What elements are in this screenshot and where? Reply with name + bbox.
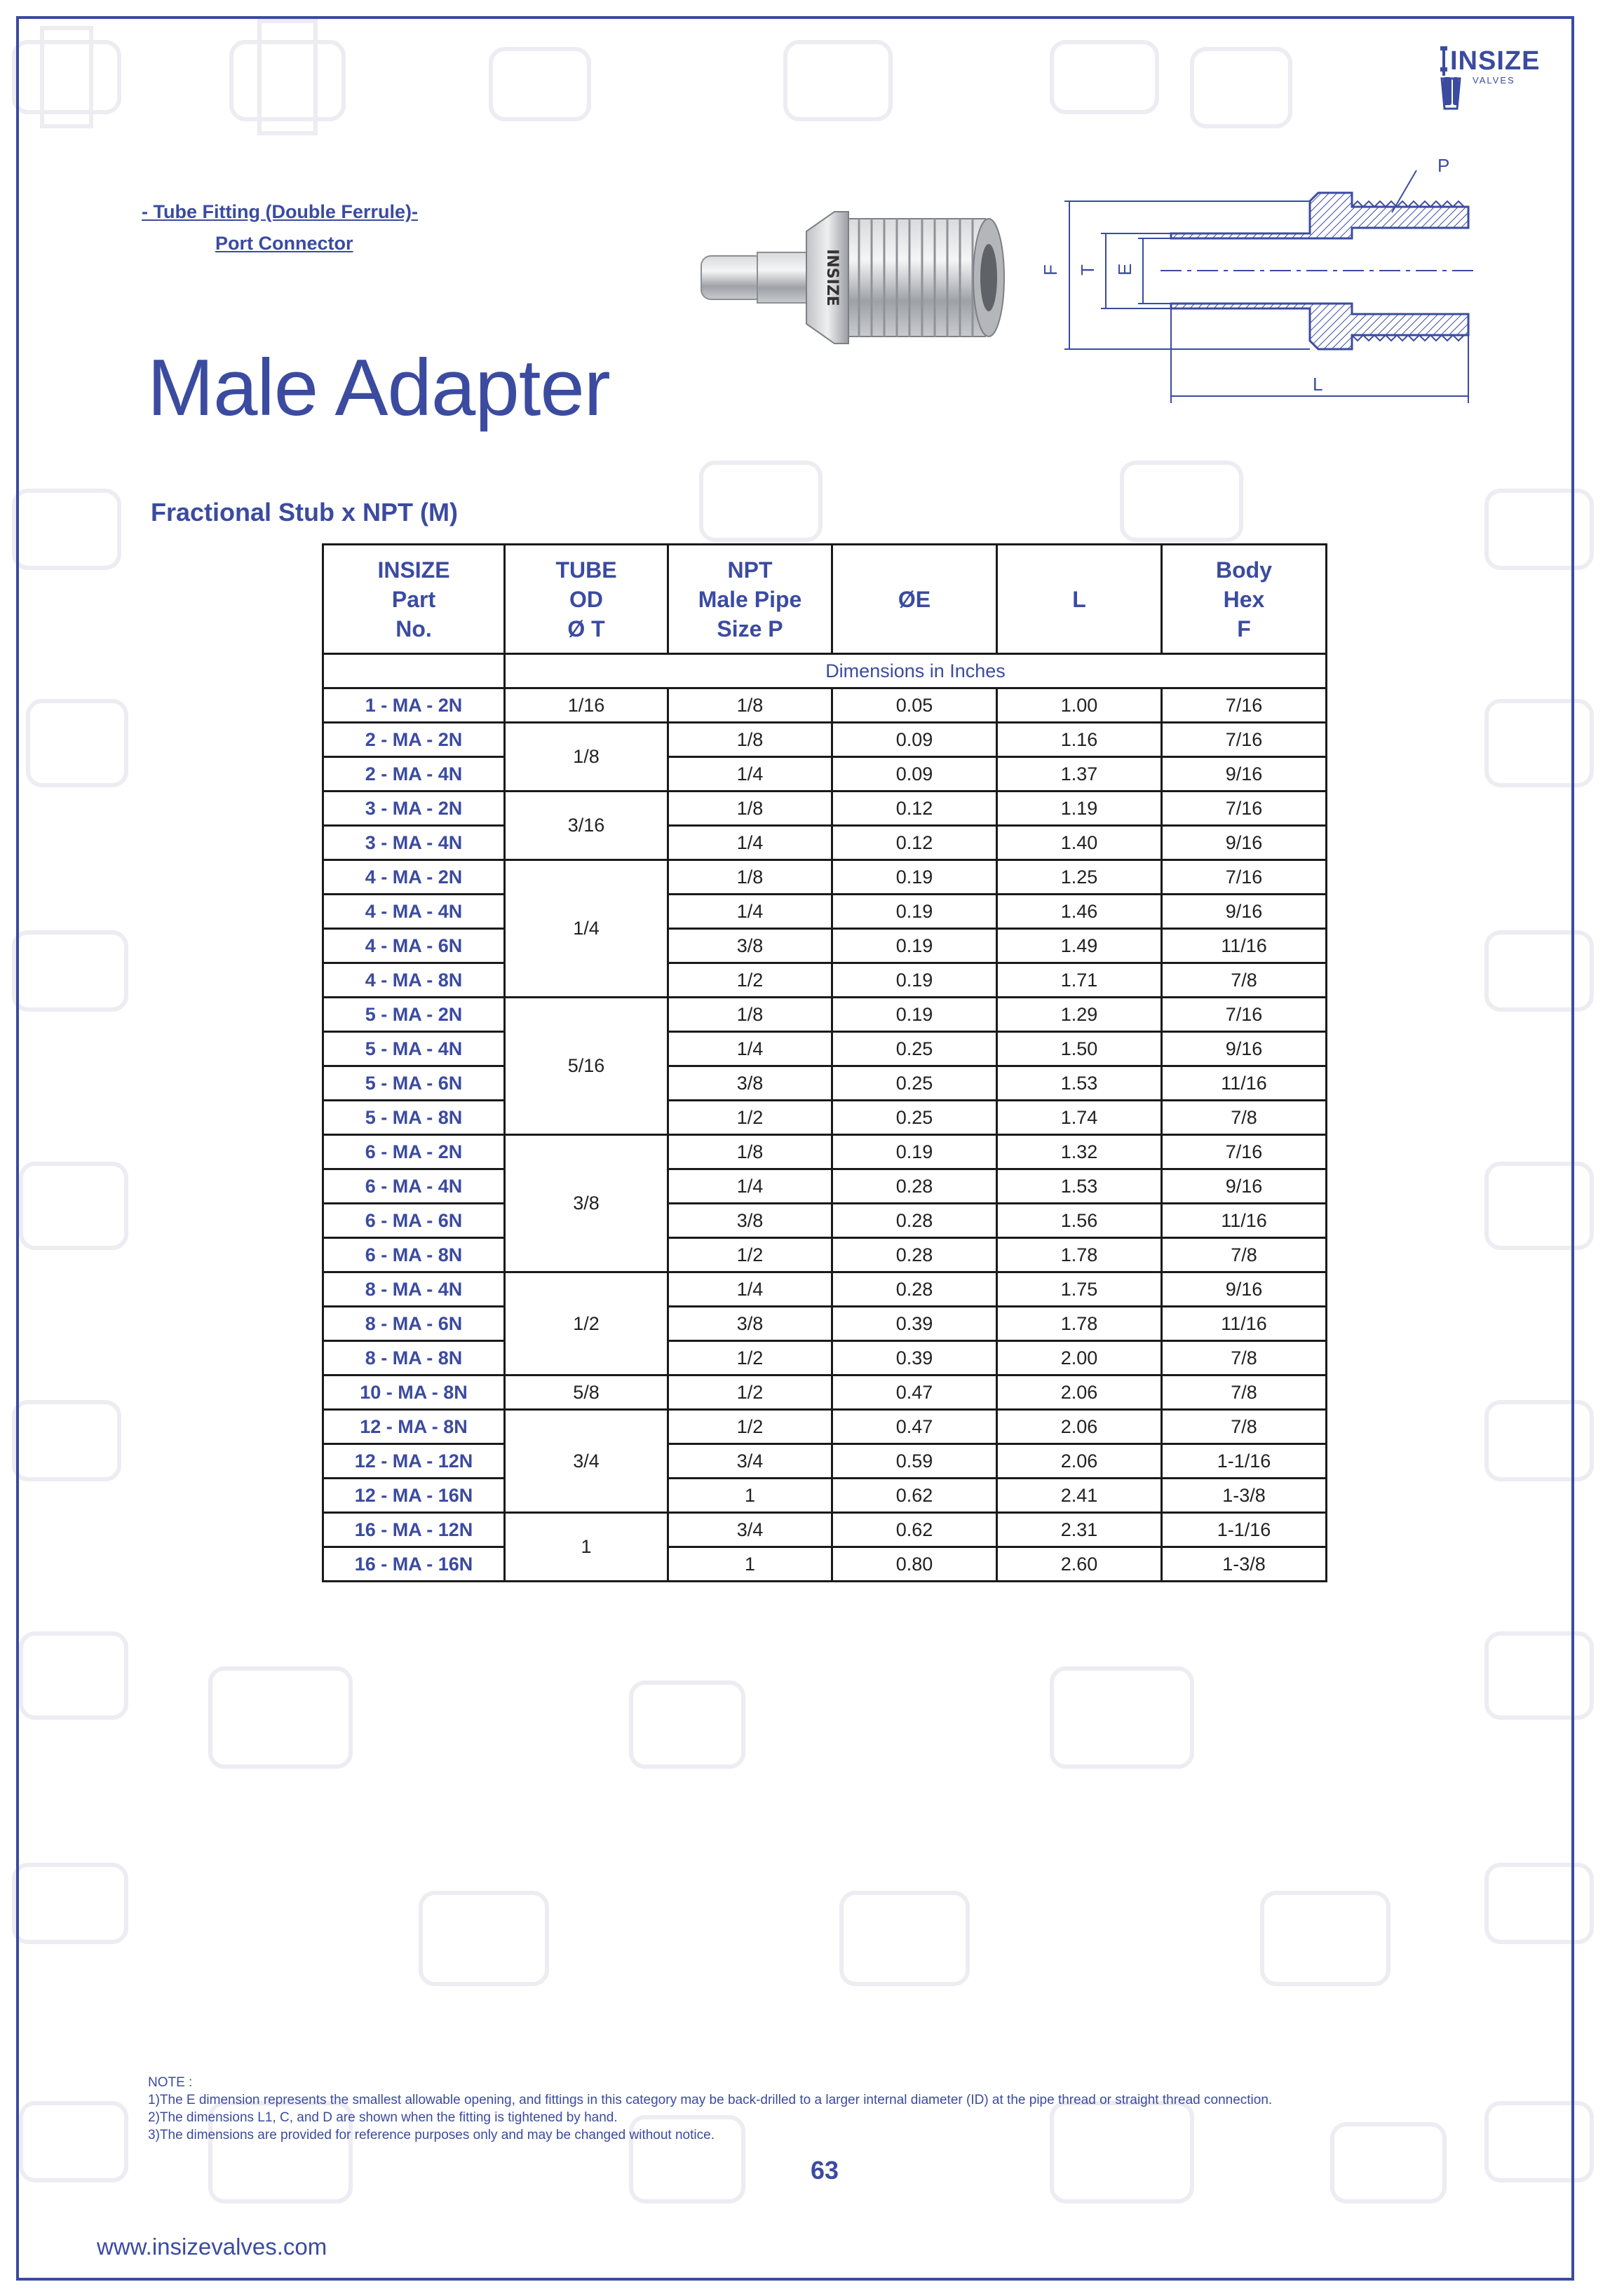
category-line-2[interactable]: Port Connector [215,233,353,254]
e-dimension-cell: 0.80 [832,1547,997,1582]
table-row [323,1410,1327,1444]
npt-size-cell: 1/8 [668,860,832,895]
l-dimension-cell: 2.06 [997,1444,1162,1479]
hex-size-cell: 7/16 [1162,860,1327,895]
l-dimension-cell: 1.49 [997,929,1162,963]
l-dimension-cell: 1.74 [997,1101,1162,1135]
hex-size-cell: 1-3/8 [1162,1479,1327,1513]
table-row [323,723,1327,757]
specification-table [322,543,1327,1582]
hex-size-cell: 11/16 [1162,929,1327,963]
part-number-cell: 5 - MA - 6N [323,1066,505,1101]
drawing-label-f: F [1040,264,1061,276]
hex-size-cell: 7/16 [1162,1135,1327,1169]
tube-od-cell: 1 [505,1513,668,1582]
note-1: 1)The E dimension represents the smallest allowable opening, and fittings in this category may be back-drilled to a larger internal diameter (ID) at the pipe thread or straight thread connection. [148,2093,1273,2107]
l-dimension-cell: 1.32 [997,1135,1162,1169]
tube-od-cell: 3/4 [505,1410,668,1513]
table-row [323,1135,1327,1169]
e-dimension-cell: 0.19 [832,1135,997,1169]
part-number-cell: 8 - MA - 6N [323,1307,505,1341]
e-dimension-cell: 0.28 [832,1238,997,1272]
npt-size-cell: 1/2 [668,1101,832,1135]
part-number-cell: 4 - MA - 6N [323,929,505,963]
part-number-cell: 1 - MA - 2N [323,688,505,723]
table-row [323,1238,1327,1272]
npt-size-cell: 3/4 [668,1513,832,1547]
l-dimension-cell: 1.25 [997,860,1162,895]
e-dimension-cell: 0.05 [832,688,997,723]
part-number-cell: 8 - MA - 8N [323,1341,505,1375]
table-row [323,1513,1327,1547]
l-dimension-cell: 1.50 [997,1032,1162,1066]
tube-od-cell: 1/16 [505,688,668,723]
npt-size-cell: 1/2 [668,1238,832,1272]
part-number-cell: 4 - MA - 8N [323,963,505,998]
npt-size-cell: 1/4 [668,1169,832,1204]
part-number-cell: 12 - MA - 8N [323,1410,505,1444]
l-dimension-cell: 1.16 [997,723,1162,757]
l-dimension-cell: 2.06 [997,1410,1162,1444]
hex-size-cell: 7/16 [1162,723,1327,757]
l-dimension-cell: 1.46 [997,895,1162,929]
hex-size-cell: 7/8 [1162,963,1327,998]
e-dimension-cell: 0.25 [832,1032,997,1066]
l-dimension-cell: 2.00 [997,1341,1162,1375]
part-number-cell: 6 - MA - 6N [323,1204,505,1238]
table-row [323,998,1327,1032]
part-number-cell: 12 - MA - 16N [323,1479,505,1513]
hex-size-cell: 9/16 [1162,826,1327,860]
table-row [323,792,1327,826]
part-number-cell: 6 - MA - 8N [323,1238,505,1272]
drawing-label-l: L [1313,374,1323,395]
drawing-label-e: E [1114,263,1135,276]
part-number-cell: 12 - MA - 12N [323,1444,505,1479]
tube-od-cell: 1/8 [505,723,668,792]
part-number-cell: 16 - MA - 16N [323,1547,505,1582]
e-dimension-cell: 0.39 [832,1341,997,1375]
table-row [323,1101,1327,1135]
e-dimension-cell: 0.19 [832,860,997,895]
e-dimension-cell: 0.25 [832,1066,997,1101]
table-row [323,757,1327,792]
page-title: Male Adapter [147,344,610,433]
l-dimension-cell: 2.31 [997,1513,1162,1547]
table-row [323,1444,1327,1479]
l-dimension-cell: 1.19 [997,792,1162,826]
npt-size-cell: 1/2 [668,963,832,998]
hex-size-cell: 11/16 [1162,1204,1327,1238]
hex-size-cell: 7/8 [1162,1238,1327,1272]
npt-size-cell: 1/2 [668,1375,832,1410]
header-hex: Body Hex F [1162,545,1327,654]
l-dimension-cell: 1.78 [997,1238,1162,1272]
npt-size-cell: 1/4 [668,1272,832,1307]
hex-size-cell: 7/8 [1162,1101,1327,1135]
npt-size-cell: 1/8 [668,1135,832,1169]
e-dimension-cell: 0.62 [832,1513,997,1547]
npt-size-cell: 1/8 [668,723,832,757]
tube-od-cell: 1/2 [505,1272,668,1375]
npt-size-cell: 1 [668,1479,832,1513]
units-blank-cell [323,654,505,688]
hex-size-cell: 11/16 [1162,1307,1327,1341]
table-header-row [323,545,1327,654]
table-row [323,1479,1327,1513]
tube-od-cell: 1/4 [505,860,668,998]
l-dimension-cell: 1.53 [997,1066,1162,1101]
hex-size-cell: 9/16 [1162,757,1327,792]
tube-od-cell: 3/8 [505,1135,668,1272]
hex-size-cell: 9/16 [1162,1032,1327,1066]
npt-size-cell: 1/4 [668,1032,832,1066]
note-2: 2)The dimensions L1, C, and D are shown when the fitting is tightened by hand. [148,2110,618,2125]
hex-size-cell: 7/16 [1162,792,1327,826]
category-line-1[interactable]: - Tube Fitting (Double Ferrule)- [142,201,418,222]
e-dimension-cell: 0.19 [832,963,997,998]
table-row [323,895,1327,929]
website-link[interactable]: www.insizevalves.com [97,2234,327,2260]
npt-size-cell: 1/8 [668,688,832,723]
e-dimension-cell: 0.39 [832,1307,997,1341]
page-number: 63 [811,2156,839,2185]
header-tube-od: TUBE OD Ø T [505,545,668,654]
table-row [323,1375,1327,1410]
npt-size-cell: 1/2 [668,1410,832,1444]
table-row [323,963,1327,998]
npt-size-cell: 1/4 [668,757,832,792]
npt-size-cell: 3/8 [668,1204,832,1238]
hex-size-cell: 9/16 [1162,1272,1327,1307]
notes-heading: NOTE : [148,2075,193,2090]
part-number-cell: 2 - MA - 4N [323,757,505,792]
l-dimension-cell: 1.75 [997,1272,1162,1307]
e-dimension-cell: 0.25 [832,1101,997,1135]
hex-size-cell: 7/8 [1162,1410,1327,1444]
l-dimension-cell: 1.78 [997,1307,1162,1341]
technical-drawing [1038,151,1487,410]
part-number-cell: 8 - MA - 4N [323,1272,505,1307]
drawing-label-p: P [1437,155,1450,176]
hex-size-cell: 7/8 [1162,1375,1327,1410]
hex-size-cell: 9/16 [1162,1169,1327,1204]
e-dimension-cell: 0.28 [832,1204,997,1238]
logo-text: INSIZE [1450,46,1541,76]
note-3: 3)The dimensions are provided for reference purposes only and may be changed without notice. [148,2128,715,2142]
part-number-cell: 5 - MA - 4N [323,1032,505,1066]
part-number-cell: 10 - MA - 8N [323,1375,505,1410]
hex-size-cell: 1-1/16 [1162,1444,1327,1479]
l-dimension-cell: 1.53 [997,1169,1162,1204]
part-number-cell: 6 - MA - 2N [323,1135,505,1169]
l-dimension-cell: 1.37 [997,757,1162,792]
table-row [323,1032,1327,1066]
part-number-cell: 16 - MA - 12N [323,1513,505,1547]
e-dimension-cell: 0.47 [832,1375,997,1410]
tube-od-cell: 5/16 [505,998,668,1135]
e-dimension-cell: 0.09 [832,757,997,792]
table-row [323,929,1327,963]
drawing-label-t: T [1077,264,1098,276]
part-number-cell: 3 - MA - 4N [323,826,505,860]
npt-size-cell: 3/4 [668,1444,832,1479]
npt-size-cell: 1/2 [668,1341,832,1375]
npt-size-cell: 1/4 [668,826,832,860]
table-row [323,688,1327,723]
l-dimension-cell: 1.29 [997,998,1162,1032]
e-dimension-cell: 0.28 [832,1169,997,1204]
hex-size-cell: 7/16 [1162,688,1327,723]
npt-size-cell: 3/8 [668,1066,832,1101]
table-row [323,826,1327,860]
tube-od-cell: 5/8 [505,1375,668,1410]
npt-size-cell: 1/8 [668,792,832,826]
e-dimension-cell: 0.47 [832,1410,997,1444]
l-dimension-cell: 1.56 [997,1204,1162,1238]
e-dimension-cell: 0.19 [832,895,997,929]
npt-size-cell: 1 [668,1547,832,1582]
e-dimension-cell: 0.12 [832,826,997,860]
table-row [323,1272,1327,1307]
npt-size-cell: 1/8 [668,998,832,1032]
hex-size-cell: 11/16 [1162,1066,1327,1101]
e-dimension-cell: 0.09 [832,723,997,757]
table-row [323,1547,1327,1582]
header-e: ØE [832,545,997,654]
table-row [323,1307,1327,1341]
l-dimension-cell: 1.00 [997,688,1162,723]
logo-subtext: VALVES [1473,75,1515,86]
header-part-no: INSIZE Part No. [323,545,505,654]
units-label: Dimensions in Inches [505,654,1327,688]
product-photo [691,203,1010,354]
e-dimension-cell: 0.59 [832,1444,997,1479]
e-dimension-cell: 0.19 [832,998,997,1032]
hex-size-cell: 9/16 [1162,895,1327,929]
units-row [323,654,1327,688]
part-number-cell: 5 - MA - 8N [323,1101,505,1135]
hex-size-cell: 7/8 [1162,1341,1327,1375]
e-dimension-cell: 0.12 [832,792,997,826]
tube-od-cell: 3/16 [505,792,668,860]
header-l: L [997,545,1162,654]
photo-stamp: INSIZE [823,249,841,306]
table-row [323,1169,1327,1204]
part-number-cell: 4 - MA - 4N [323,895,505,929]
hex-size-cell: 7/16 [1162,998,1327,1032]
hex-size-cell: 1-3/8 [1162,1547,1327,1582]
table-row [323,860,1327,895]
npt-size-cell: 1/4 [668,895,832,929]
header-npt: NPT Male Pipe Size P [668,545,832,654]
table-row [323,1066,1327,1101]
l-dimension-cell: 2.60 [997,1547,1162,1582]
table-row [323,1204,1327,1238]
part-number-cell: 5 - MA - 2N [323,998,505,1032]
part-number-cell: 6 - MA - 4N [323,1169,505,1204]
part-number-cell: 4 - MA - 2N [323,860,505,895]
e-dimension-cell: 0.28 [832,1272,997,1307]
npt-size-cell: 3/8 [668,1307,832,1341]
e-dimension-cell: 0.19 [832,929,997,963]
npt-size-cell: 3/8 [668,929,832,963]
part-number-cell: 3 - MA - 2N [323,792,505,826]
e-dimension-cell: 0.62 [832,1479,997,1513]
table-row [323,1341,1327,1375]
part-number-cell: 2 - MA - 2N [323,723,505,757]
l-dimension-cell: 1.40 [997,826,1162,860]
l-dimension-cell: 2.41 [997,1479,1162,1513]
section-subtitle: Fractional Stub x NPT (M) [151,498,459,527]
hex-size-cell: 1-1/16 [1162,1513,1327,1547]
l-dimension-cell: 2.06 [997,1375,1162,1410]
l-dimension-cell: 1.71 [997,963,1162,998]
notes-section [148,2074,1480,2144]
